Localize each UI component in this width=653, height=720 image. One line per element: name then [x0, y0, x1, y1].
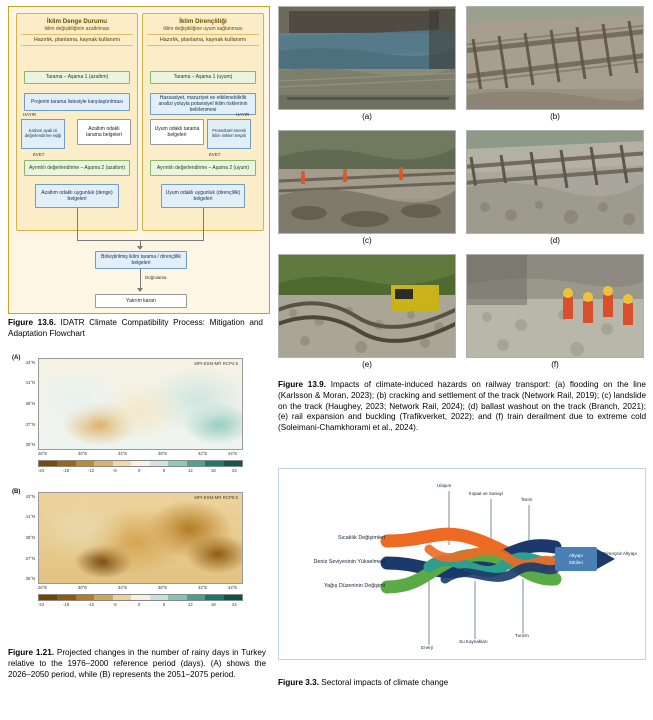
right-node-risk-identification: Hassasiyet, maruziyet ve etkilenebilirlik analizi yoluyla potansiyel iklim risklerinin belirlenmesi	[150, 93, 256, 115]
left-node-detailed-assessment: Ayrıntılı değerlendirme – Aşama 2 (azaltım)	[24, 160, 130, 176]
photo-a-label: (a)	[362, 112, 372, 121]
photo-e-svg	[279, 255, 456, 358]
photo-e-label: (e)	[362, 360, 372, 369]
cbar-a-t1: -18	[63, 468, 70, 473]
cbar-a-t0: -24	[38, 468, 45, 473]
y-tick-43n-b: 43°N	[25, 494, 35, 499]
cbar-b-t3: -6	[113, 602, 117, 607]
braid-sector-water: Su Kaynakları	[459, 639, 488, 644]
map-panel-a-plot	[38, 358, 243, 450]
cbar-b-t0: -24	[38, 602, 45, 607]
x-tick-44e-b: 44°E	[228, 585, 238, 590]
y-tick-41n-b: 41°N	[25, 514, 35, 519]
y-tick-39n-a: 39°N	[25, 401, 35, 406]
cbar-b-t4: 0	[138, 602, 141, 607]
figure-1-21-maps	[8, 352, 270, 642]
figure-3-3-caption	[278, 678, 646, 689]
cbar-b-t7: 18	[211, 602, 216, 607]
x-tick-38e-b: 38°E	[158, 585, 168, 590]
x-tick-42e-a: 42°E	[198, 451, 208, 456]
cbar-b-t1: -18	[63, 602, 70, 607]
photo-a-svg	[279, 7, 456, 110]
left-node-screening-docs: Azaltım odaklı tarama belgeleri	[77, 119, 131, 145]
figure-3-3-sectoral-impacts	[278, 468, 646, 660]
x-tick-30e-a: 30°E	[78, 451, 88, 456]
arrow-to-merge	[137, 246, 143, 250]
left-node-compatibility-docs: Azaltım odaklı uygunluk (denge) belgeleri	[35, 184, 119, 208]
photo-c-label: (c)	[362, 236, 372, 245]
right-column-header: Hazırlık, planlama, kaynak kullanımı	[147, 34, 259, 46]
map-panel-b-colorbar	[38, 594, 243, 601]
braid-sector-transport: Ulaşım	[437, 483, 452, 488]
left-node-checklist: Projenin tarama listesiyle karşılaştırılması	[24, 93, 130, 111]
x-tick-38e-a: 38°E	[158, 451, 168, 456]
connector-right-to-merge	[203, 208, 204, 240]
connector-left-to-merge	[77, 208, 78, 240]
y-tick-41n-a: 41°N	[25, 380, 35, 385]
map-panel-a-colorbar-ticks	[38, 468, 243, 476]
verification-label: Doğrulama	[145, 275, 167, 280]
photo-d-label: (d)	[550, 236, 560, 245]
photo-f-label: (f)	[551, 360, 559, 369]
cbar-a-t3: -6	[113, 468, 117, 473]
right-node-resilience-docs: Uyum odaklı uygunluk (dirençlilik) belgeleri	[161, 184, 245, 208]
photo-b-label: (b)	[550, 112, 560, 121]
figure-1-21-caption-text: Projected changes in the number of rainy days in Turkey relative to the 1976–2000 reference period (days). (A) shows the 2026–2050 period, while (B) represents the 2051–2075 period.	[8, 648, 266, 679]
braid-sector-agriculture: Tarım	[521, 497, 533, 502]
photo-d-ballast-washout	[466, 130, 644, 234]
connector-merge-to-final	[140, 269, 141, 289]
x-tick-44e-a: 44°E	[228, 451, 238, 456]
figure-13-9-caption	[278, 380, 646, 434]
figure-13-9-photo-grid	[278, 6, 646, 374]
figure-1-21-caption	[8, 648, 266, 680]
cbar-a-t5: 6	[163, 468, 166, 473]
photo-b-svg	[467, 7, 644, 110]
right-node-screening: Tarama – Aşama 1 (uyum)	[150, 71, 256, 84]
x-tick-26e-b: 26°E	[38, 585, 48, 590]
map-panel-b-model-title: MPI-ESM-MR RCP8.5	[194, 495, 238, 500]
map-panel-a-letter: (A)	[12, 355, 21, 361]
x-tick-26e-a: 26°E	[38, 451, 48, 456]
cbar-b-t2: -12	[88, 602, 95, 607]
cbar-a-t7: 18	[211, 468, 216, 473]
map-panel-a	[8, 352, 270, 476]
braid-input-sealevel: Deniz Seviyesinin Yükselmesi	[313, 559, 385, 565]
x-tick-34e-b: 34°E	[118, 585, 128, 590]
y-tick-37n-a: 37°N	[25, 422, 35, 427]
left-decision-diamond: Karbon ayak izi değerlendirme eşiği	[21, 119, 65, 149]
right-no-label: HAYIR	[236, 112, 250, 117]
y-tick-35n-b: 35°N	[25, 576, 35, 581]
left-column-subtitle: iklim değişikliğinin azaltılması	[44, 25, 110, 32]
y-tick-35n-a: 35°N	[25, 442, 35, 447]
left-column-title: İklim Denge Durumu	[46, 18, 108, 25]
arrow-to-final	[137, 288, 143, 292]
photo-b-cracking	[466, 6, 644, 110]
photo-d-svg	[467, 131, 644, 234]
figure-3-3-caption-label: Figure 3.3.	[278, 678, 319, 687]
braid-sector-construction: İnşaat ve Sanayi	[469, 491, 503, 496]
braid-sector-energy: Enerji	[421, 645, 433, 650]
photo-f-svg	[467, 255, 644, 358]
x-tick-42e-b: 42°E	[198, 585, 208, 590]
left-column-header: Hazırlık, planlama, kaynak kullanımı	[21, 34, 133, 46]
left-yes-label: EVET	[33, 152, 45, 157]
photo-c-landslide	[278, 130, 456, 234]
map-panel-a-colorbar	[38, 460, 243, 467]
braid-input-temperature: Sıcaklık Değişimleri	[337, 535, 385, 541]
photo-c-svg	[279, 131, 456, 234]
final-node-investment-decision: Yatırım kararı	[95, 294, 187, 308]
figure-13-6-flowchart	[8, 6, 270, 314]
y-tick-37n-b: 37°N	[25, 556, 35, 561]
map-panel-b	[8, 486, 270, 610]
map-panel-b-colorbar-ticks	[38, 602, 243, 610]
right-node-screening-docs: Uyum odaklı tarama belgeleri	[150, 119, 204, 145]
map-panel-b-letter: (B)	[12, 489, 21, 495]
cbar-b-t5: 6	[163, 602, 166, 607]
y-tick-43n-a: 43°N	[25, 360, 35, 365]
figure-1-21-caption-label: Figure 1.21.	[8, 648, 55, 657]
figure-13-6-caption-text: IDATR Climate Compatibility Process: Mitigation and Adaptation Flowchart	[8, 318, 263, 338]
left-no-label: HAYIR	[23, 112, 37, 117]
right-decision-diamond: Prosedürel önemli iklim riskleri tespiti	[207, 119, 251, 149]
photo-f-derailment	[466, 254, 644, 358]
merge-node: Birleştirilmiş iklim tarama / dirençlilik belgeleri	[95, 251, 187, 269]
photo-a-flooding	[278, 6, 456, 110]
x-tick-30e-b: 30°E	[78, 585, 88, 590]
x-tick-34e-a: 34°E	[118, 451, 128, 456]
photo-e-rail-buckling	[278, 254, 456, 358]
figure-13-9-caption-label: Figure 13.9.	[278, 380, 326, 389]
figure-3-3-caption-text: Sectoral impacts of climate change	[318, 678, 449, 687]
map-panel-b-plot	[38, 492, 243, 584]
cbar-a-t2: -12	[88, 468, 95, 473]
braid-output-label: Dirençsiz Altyapı	[603, 551, 637, 556]
output-box-line2: Etkileri	[569, 560, 583, 565]
cbar-b-t6: 12	[188, 602, 193, 607]
braid-input-precipitation: Yağış Düzeninin Değişimi	[323, 583, 385, 589]
cbar-b-t8: 24	[232, 602, 237, 607]
output-box-line1: Altyapı	[568, 553, 584, 558]
left-node-screening: Tarama – Aşama 1 (azaltım)	[24, 71, 130, 84]
right-column-subtitle: iklim değişikliğine uyum sağlanması	[163, 25, 243, 32]
map-panel-a-y-axis	[10, 358, 37, 450]
figure-13-6-caption-label: Figure 13.6.	[8, 318, 56, 327]
cbar-a-t8: 24	[232, 468, 237, 473]
cbar-a-t6: 12	[188, 468, 193, 473]
y-tick-39n-b: 39°N	[25, 535, 35, 540]
right-node-detailed-assessment: Ayrıntılı değerlendirme – Aşama 2 (uyum)	[150, 160, 256, 176]
figure-13-6-caption	[8, 318, 263, 340]
map-panel-a-model-title: MPI-ESM-MR RCP4.5	[194, 361, 238, 366]
cbar-a-t4: 0	[138, 468, 141, 473]
map-panel-b-y-axis	[10, 492, 37, 584]
figure-13-9-caption-text: Impacts of climate-induced hazards on railway transport: (a) flooding on the line (Karlsson & Moran, 2023); (b) cracking and settlement of the track (Network Rail, 2019); (c) landslide on the track (Haughey, 2023; Network Rail, 2024); (d) ballast washout on the track (Branch, 2021); (e) rail expansion and buckling (Trafikverket, 2022); and (f) train derailment due to extreme cold (Soleimani-Chamkhorami et al., 2024).	[278, 380, 646, 433]
right-yes-label: EVET	[209, 152, 221, 157]
right-column-title: İklim Dirençliliği	[179, 18, 227, 25]
braid-sector-tourism: Turizm	[515, 633, 529, 638]
